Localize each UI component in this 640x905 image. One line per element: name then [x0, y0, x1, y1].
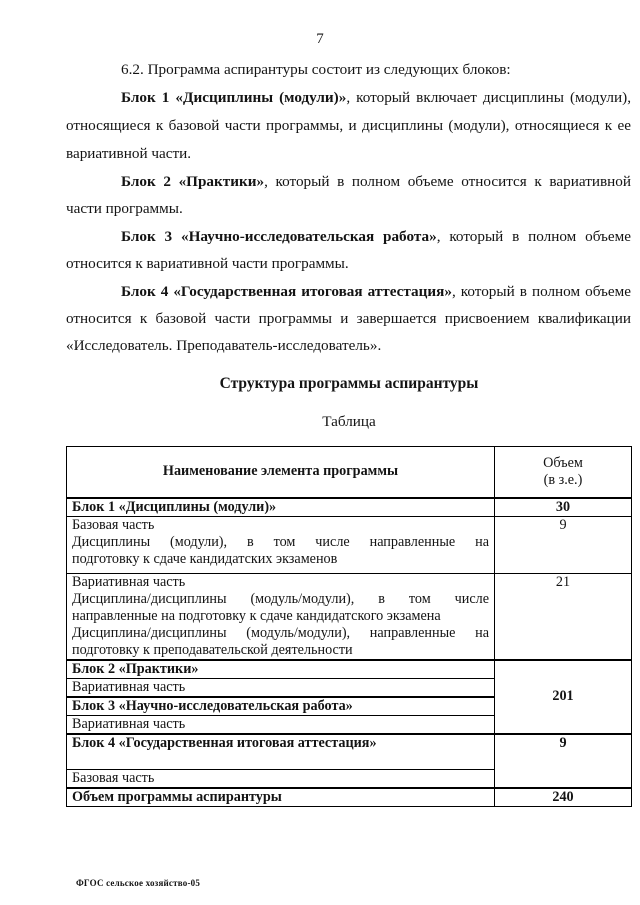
base-part-label: Базовая часть [72, 516, 155, 533]
block4-paragraph-line3: «Исследователь. Преподаватель-исследователь». [66, 337, 382, 354]
var-line4: подготовку к преподавательской деятельности [72, 641, 353, 658]
block1-paragraph-line2: относящиеся к базовой части программы, и дисциплины (модули), относящиеся к ее [66, 117, 631, 134]
block1-volume-cell: 30 [495, 498, 632, 517]
block1-title: Блок 1 «Дисциплины (модули)» [121, 89, 347, 106]
header-volume-label: Объем [543, 454, 583, 471]
block2-title: Блок 2 «Практики» [121, 173, 265, 190]
block3-paragraph-line1 [121, 227, 631, 247]
var-line2: направленные на подготовку к сдаче кандидатского экзамена [72, 607, 441, 624]
structure-title: Структура программы аспирантуры [219, 375, 479, 392]
block4-rest: , который в полном объеме [451, 283, 631, 300]
table-row-block1-base [67, 516, 632, 573]
block4-paragraph-line2: относится к базовой части программы и завершается присвоением квалификации [66, 310, 631, 327]
footer-note: ФГОС сельское хозяйство-05 [76, 878, 201, 888]
table-row-block2 [67, 660, 632, 679]
block4-title: Блок 4 «Государственная итоговая аттестация» [121, 283, 452, 300]
var-line3: Дисциплина/дисциплины (модуль/модули), направленные на [72, 624, 489, 641]
header-volume-unit: (в з.е.) [543, 471, 583, 488]
header-name-cell: Наименование элемента программы [67, 447, 495, 498]
block2-var-cell: Вариативная часть [67, 678, 495, 697]
page-number: 7 [316, 31, 324, 47]
base-disc-line1: Дисциплины (модули), в том числе направленные на [72, 533, 489, 550]
block2-name-cell: Блок 2 «Практики» [67, 660, 495, 679]
block1-name-cell: Блок 1 «Дисциплины (модули)» [67, 498, 495, 517]
block3-paragraph-line2: относится к вариативной части программы. [66, 255, 349, 272]
block2-paragraph-line1 [121, 172, 631, 192]
intro-line: 6.2. Программа аспирантуры состоит из следующих блоков: [121, 61, 511, 78]
var-part-label: Вариативная часть [72, 573, 186, 590]
block1-base-cell [67, 516, 495, 573]
block3-name-cell: Блок 3 «Научно-исследовательская работа» [67, 697, 495, 716]
table-row-total [67, 788, 632, 807]
program-structure-table [66, 446, 632, 807]
block1-paragraph-line3: вариативной части. [66, 145, 192, 162]
block2-rest: , который в полном объеме относится к вариативной [264, 173, 631, 190]
block3-title: Блок 3 «Научно-исследовательская работа» [121, 228, 437, 245]
block3-var-cell: Вариативная часть [67, 715, 495, 734]
table-row-block1 [67, 498, 632, 517]
block1-var-cell [67, 573, 495, 660]
block4-volume-cell: 9 [495, 734, 632, 788]
block4-base-cell: Базовая часть [67, 769, 495, 788]
block4-name-cell: Блок 4 «Государственная итоговая аттестация» [67, 734, 495, 770]
block23-volume-cell: 201 [495, 660, 632, 734]
block3-rest: , который в полном объеме [436, 228, 631, 245]
table-row-block1-var [67, 573, 632, 660]
block1-base-volume-cell: 9 [495, 516, 632, 573]
block1-var-volume-cell: 21 [495, 573, 632, 660]
block1-paragraph-line1 [121, 88, 631, 108]
total-volume-cell: 240 [495, 788, 632, 807]
base-disc-line2: подготовку к сдаче кандидатских экзаменов [72, 550, 338, 567]
block4-paragraph-line1 [121, 282, 631, 302]
var-line1: Дисциплина/дисциплины (модуль/модули), в том числе [72, 590, 489, 607]
total-label-cell: Объем программы аспирантуры [67, 788, 495, 807]
block2-paragraph-line2: части программы. [66, 200, 183, 217]
header-volume-cell [495, 447, 632, 498]
table-header-row [67, 447, 632, 498]
block1-rest: , который включает дисциплины (модули), [346, 89, 631, 106]
table-caption: Таблица [322, 413, 376, 430]
table-row-block4 [67, 734, 632, 770]
